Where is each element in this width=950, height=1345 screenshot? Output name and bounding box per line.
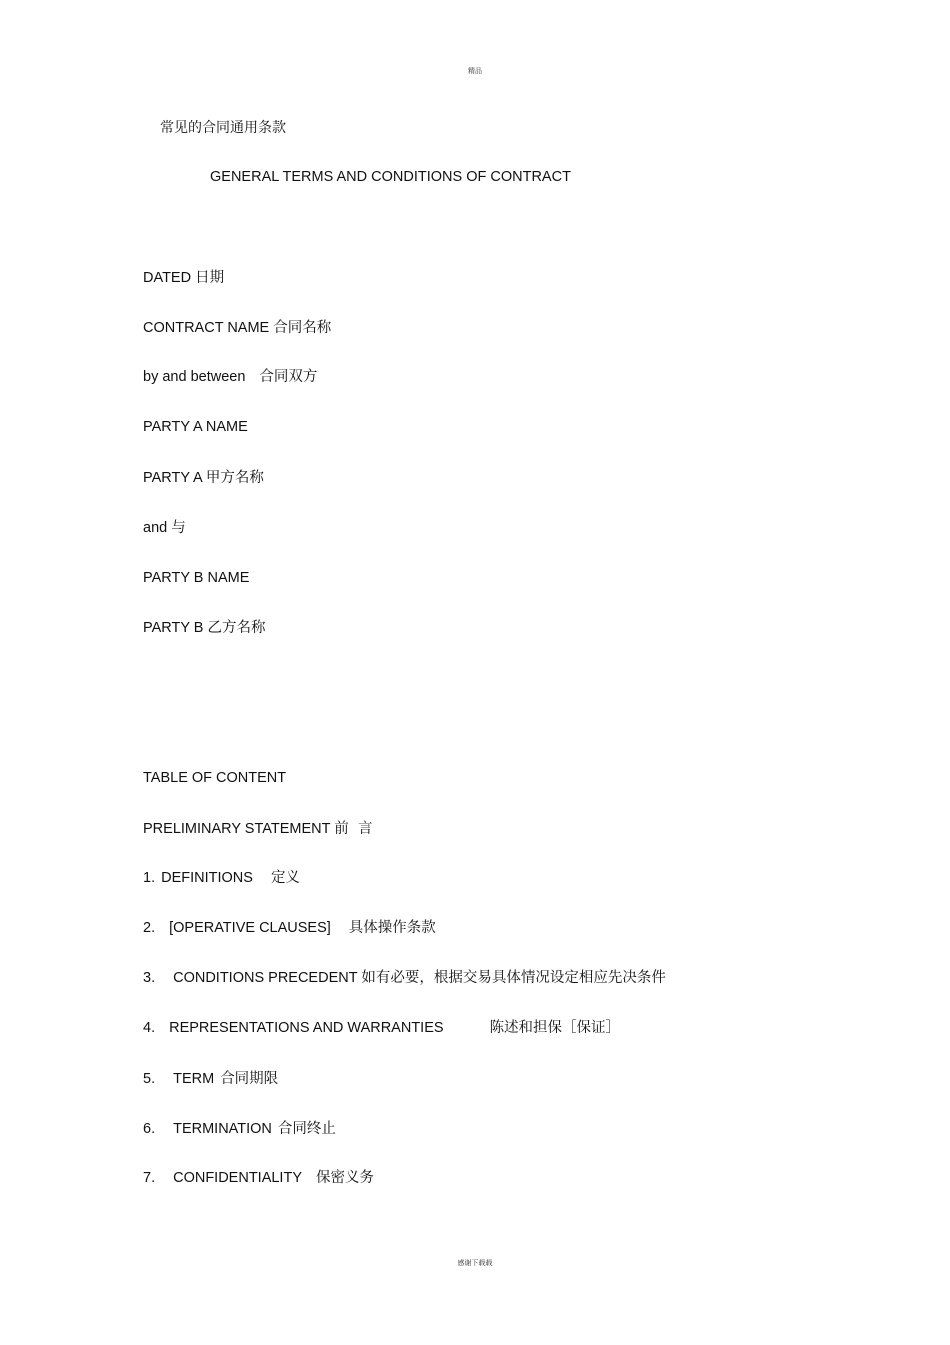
contract-name-label: CONTRACT NAME [143, 320, 270, 336]
party-b-line [143, 621, 265, 636]
party-a-label-cn: 甲方名称 [205, 470, 264, 486]
by-and-between-label: by and between [143, 369, 246, 385]
document-title-en: GENERAL TERMS AND CONDITIONS OF CONTRACT [210, 169, 571, 185]
party-b-name-label: PARTY B NAME [143, 570, 250, 586]
toc-item-4 [143, 1021, 620, 1036]
toc-item-number: 7. [143, 1170, 156, 1186]
toc-item-label-cn: 如有必要，根据交易具体情况设定相应先决条件 [361, 970, 666, 986]
toc-item-label: TERM [173, 1071, 215, 1087]
toc-item-label-cn: 合同终止 [277, 1121, 336, 1137]
toc-item-3 [143, 971, 666, 986]
toc-item-number: 2. [143, 920, 156, 936]
toc-item-label: CONDITIONS PRECEDENT [173, 970, 358, 986]
and-line [143, 521, 186, 536]
party-a-label: PARTY A [143, 470, 202, 486]
toc-item-label: CONFIDENTIALITY [173, 1170, 302, 1186]
toc-item-2 [143, 921, 436, 936]
toc-item-label: REPRESENTATIONS AND WARRANTIES [169, 1020, 444, 1036]
toc-heading: TABLE OF CONTENT [143, 770, 287, 786]
and-label: and [143, 520, 168, 536]
dated-label-cn: 日期 [195, 270, 225, 286]
toc-item-number: 6. [143, 1121, 156, 1137]
party-b-label: PARTY B [143, 620, 204, 636]
toc-preliminary-label: PRELIMINARY STATEMENT [143, 821, 331, 837]
page-footer-mark: 感谢下载载 [457, 1259, 493, 1267]
toc-item-number: 5. [143, 1071, 156, 1087]
toc-item-5 [143, 1072, 278, 1087]
toc-preliminary-label-cn: 前 言 [334, 821, 373, 837]
toc-item-label-cn: 具体操作条款 [348, 920, 436, 936]
by-and-between-label-cn: 合同双方 [259, 369, 318, 385]
contract-name-line [143, 321, 331, 336]
toc-item-6 [143, 1122, 336, 1137]
dated-line [143, 271, 224, 286]
page-header-mark: 精品 [468, 67, 482, 75]
contract-name-label-cn: 合同名称 [273, 320, 332, 336]
toc-item-number: 3. [143, 970, 156, 986]
toc-item-label-cn: 保密义务 [316, 1170, 374, 1186]
party-b-label-cn: 乙方名称 [207, 620, 266, 636]
document-title-cn: 常见的合同通用条款 [160, 120, 286, 136]
toc-item-label-cn: 合同期限 [220, 1071, 279, 1087]
toc-item-1 [143, 871, 300, 886]
toc-item-label: DEFINITIONS [161, 870, 253, 886]
toc-item-label: TERMINATION [173, 1121, 272, 1137]
toc-item-number: 1. [143, 870, 156, 886]
toc-item-label-cn: 定义 [270, 870, 300, 886]
party-a-name-label: PARTY A NAME [143, 419, 248, 435]
party-a-name-line [143, 420, 248, 435]
party-a-line [143, 471, 264, 486]
dated-label: DATED [143, 270, 192, 286]
parties-line [143, 370, 317, 385]
toc-item-number: 4. [143, 1020, 156, 1036]
toc-item-label: [OPERATIVE CLAUSES] [169, 920, 331, 936]
toc-item-7 [143, 1171, 374, 1186]
and-label-cn: 与 [171, 520, 186, 536]
party-b-name-line [143, 571, 249, 586]
toc-preliminary [143, 822, 372, 837]
toc-item-label-cn: 陈述和担保［保证］ [489, 1020, 621, 1036]
